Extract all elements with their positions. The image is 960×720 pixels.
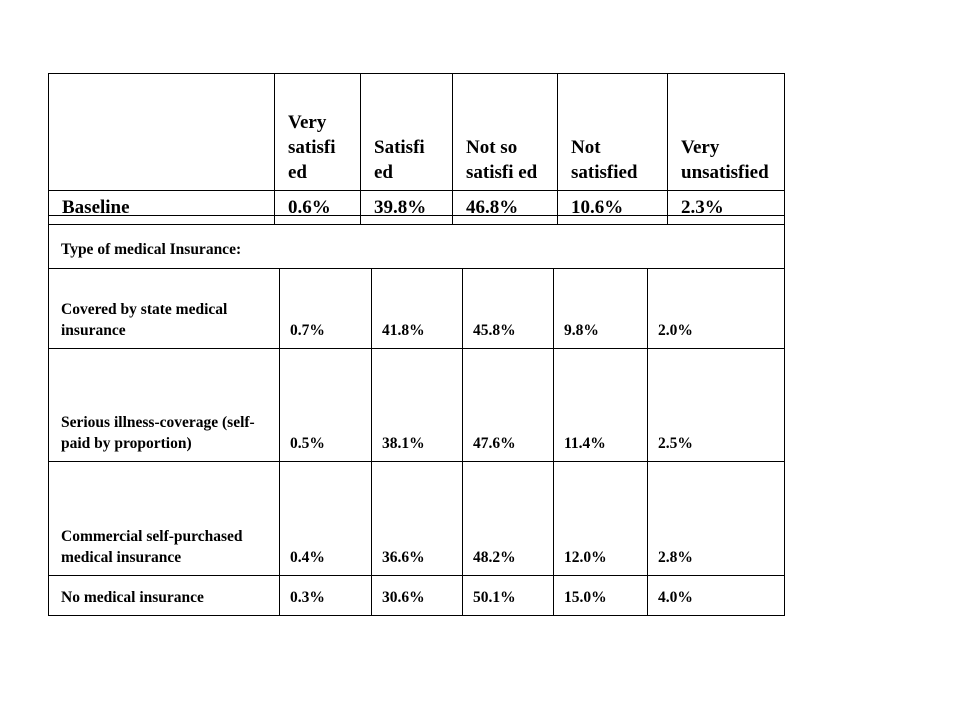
baseline-value: 46.8% [453,191,558,225]
cell-value: 12.0% [554,462,648,576]
header-not-satisfied: Not satisfied [558,74,668,191]
row-label: Serious illness-coverage (self-paid by proportion) [49,349,280,462]
cell-value: 38.1% [372,349,463,462]
cell-value: 15.0% [554,576,648,616]
table-row [49,269,785,349]
cell-value: 30.6% [372,576,463,616]
insurance-type-table [48,215,785,616]
cell-value: 4.0% [648,576,785,616]
insurance-title-row [49,216,785,269]
table-row [49,349,785,462]
cell-value: 47.6% [463,349,554,462]
row-label: Commercial self-purchased medical insurance [49,462,280,576]
cell-value: 0.5% [280,349,372,462]
cell-value: 45.8% [463,269,554,349]
cell-value: 0.3% [280,576,372,616]
row-label: Covered by state medical insurance [49,269,280,349]
cell-value: 41.8% [372,269,463,349]
cell-value: 0.4% [280,462,372,576]
baseline-value: 0.6% [275,191,361,225]
table-row [49,462,785,576]
header-very-satisfied: Very satisfi ed [275,74,361,191]
cell-value: 2.0% [648,269,785,349]
cell-value: 9.8% [554,269,648,349]
cell-value: 48.2% [463,462,554,576]
cell-value: 50.1% [463,576,554,616]
cell-value: 2.5% [648,349,785,462]
cell-value: 0.7% [280,269,372,349]
insurance-section-title: Type of medical Insurance: [49,216,785,269]
cell-value: 2.8% [648,462,785,576]
header-not-so-satisfied: Not so satisfi ed [453,74,558,191]
header-very-unsatisfied: Very unsatisfied [668,74,785,191]
baseline-value: 39.8% [361,191,453,225]
row-label: No medical insurance [49,576,280,616]
satisfaction-header-table [48,73,785,225]
empty-corner-cell [49,74,275,191]
column-header-row [49,74,785,191]
header-satisfied: Satisfi ed [361,74,453,191]
cell-value: 36.6% [372,462,463,576]
baseline-value: 10.6% [558,191,668,225]
cell-value: 11.4% [554,349,648,462]
baseline-label: Baseline [49,191,275,225]
table-row [49,576,785,616]
baseline-value: 2.3% [668,191,785,225]
